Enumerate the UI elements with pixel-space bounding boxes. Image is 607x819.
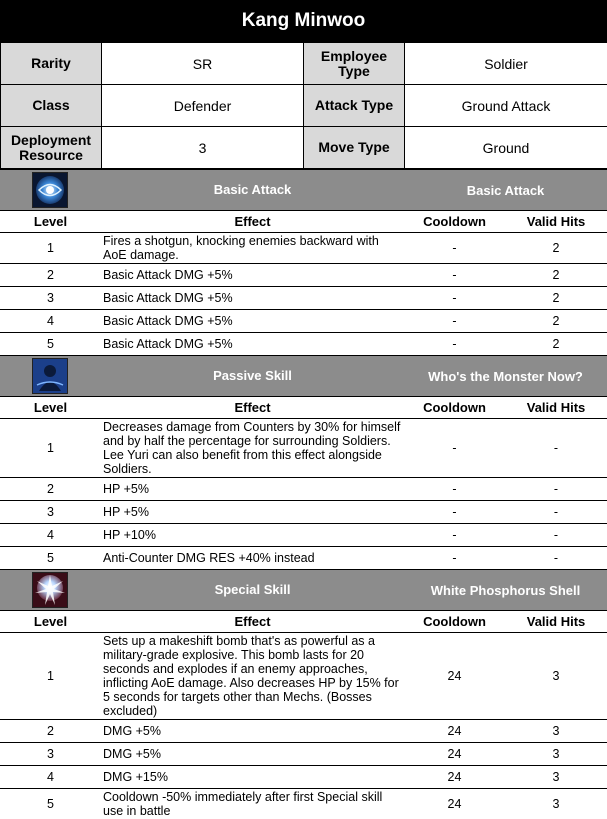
- level-cell: 4: [0, 310, 101, 333]
- valid-hits-cell: 2: [505, 287, 607, 310]
- valid-hits-column-header: Valid Hits: [505, 611, 607, 633]
- cooldown-column-header: Cooldown: [404, 611, 505, 633]
- skill-name: White Phosphorus Shell: [404, 570, 607, 611]
- attack-type-label: Attack Type: [304, 85, 405, 127]
- column-header-row: [0, 211, 607, 233]
- level-cell: 1: [47, 669, 54, 683]
- deployment-label: Deployment Resource: [1, 127, 102, 169]
- effect-column-header: Effect: [101, 211, 404, 233]
- table-row: [0, 789, 607, 819]
- valid-hits-cell: -: [505, 478, 607, 501]
- level-cell: 3: [0, 501, 101, 524]
- rarity-label: Rarity: [1, 43, 102, 85]
- skill-name: Basic Attack: [404, 170, 607, 211]
- deployment-value: 3: [102, 127, 304, 169]
- valid-hits-cell: 3: [505, 789, 607, 819]
- cooldown-cell: -: [404, 524, 505, 547]
- valid-hits-cell: 2: [505, 333, 607, 356]
- level-cell: 4: [0, 524, 101, 547]
- valid-hits-column-header: Valid Hits: [505, 397, 607, 419]
- table-row: [0, 547, 607, 570]
- cooldown-cell: 24: [404, 743, 505, 766]
- table-row: [0, 233, 607, 264]
- cooldown-cell: -: [404, 310, 505, 333]
- cooldown-cell: 24: [404, 789, 505, 819]
- basic-attack-header: [0, 170, 607, 211]
- effect-cell: HP +5%: [101, 501, 404, 524]
- level-cell: 4: [0, 766, 101, 789]
- cooldown-cell: -: [452, 441, 457, 455]
- skills-table: [0, 169, 607, 819]
- table-row: [0, 310, 607, 333]
- passive-skill-icon-cell: [0, 356, 101, 397]
- effect-cell: HP +10%: [101, 524, 404, 547]
- level-cell: 5: [0, 789, 101, 819]
- level-cell: 5: [0, 333, 101, 356]
- level-cell: 5: [0, 547, 101, 570]
- skill-name: Who's the Monster Now?: [404, 356, 607, 397]
- cooldown-cell: 24: [404, 720, 505, 743]
- level-column-header: Level: [0, 211, 101, 233]
- level-cell: 1: [47, 441, 54, 455]
- valid-hits-cell: -: [505, 501, 607, 524]
- valid-hits-cell: -: [505, 547, 607, 570]
- table-row: [0, 766, 607, 789]
- valid-hits-cell: 3: [505, 766, 607, 789]
- table-row: [0, 501, 607, 524]
- character-info-table: [0, 42, 607, 169]
- table-row: [0, 264, 607, 287]
- level-cell: 1: [47, 241, 54, 255]
- employee-type-value: Soldier: [405, 43, 607, 85]
- level-cell: 3: [0, 287, 101, 310]
- move-type-label: Move Type: [304, 127, 405, 169]
- effect-cell: DMG +5%: [101, 720, 404, 743]
- special-skill-header: [0, 570, 607, 611]
- move-type-value: Ground: [405, 127, 607, 169]
- effect-cell: HP +5%: [101, 478, 404, 501]
- effect-column-header: Effect: [101, 397, 404, 419]
- table-row: [0, 743, 607, 766]
- monster-silhouette-icon: [32, 358, 101, 394]
- table-row: [0, 419, 607, 478]
- skill-category: Basic Attack: [101, 170, 404, 211]
- class-value: Defender: [102, 85, 304, 127]
- rarity-value: SR: [102, 43, 304, 85]
- valid-hits-cell: -: [553, 441, 559, 455]
- cooldown-cell: 24: [447, 669, 462, 683]
- effect-cell: Basic Attack DMG +5%: [101, 287, 404, 310]
- valid-hits-column-header: Valid Hits: [505, 211, 607, 233]
- level-column-header: Level: [0, 611, 101, 633]
- valid-hits-cell: 3: [505, 720, 607, 743]
- info-row-deployment: [1, 127, 607, 169]
- passive-skill-header: [0, 356, 607, 397]
- cooldown-cell: -: [452, 241, 457, 255]
- column-header-row: [0, 611, 607, 633]
- attack-type-value: Ground Attack: [405, 85, 607, 127]
- level-cell: 2: [0, 264, 101, 287]
- cooldown-cell: 24: [404, 766, 505, 789]
- info-row-rarity: [1, 43, 607, 85]
- effect-cell: Anti-Counter DMG RES +40% instead: [101, 547, 404, 570]
- cooldown-cell: -: [404, 501, 505, 524]
- employee-type-label: Employee Type: [304, 43, 405, 85]
- column-header-row: [0, 397, 607, 419]
- level-column-header: Level: [0, 397, 101, 419]
- effect-cell: Basic Attack DMG +5%: [101, 264, 404, 287]
- info-row-class: [1, 85, 607, 127]
- shotgun-blast-icon: [32, 172, 101, 208]
- cooldown-cell: -: [404, 264, 505, 287]
- valid-hits-cell: 3: [552, 669, 560, 683]
- effect-column-header: Effect: [101, 611, 404, 633]
- table-row: [0, 333, 607, 356]
- table-row: [0, 633, 607, 720]
- special-skill-icon-cell: [0, 570, 101, 611]
- character-title: Kang Minwoo: [0, 0, 607, 42]
- effect-cell: DMG +5%: [101, 743, 404, 766]
- explosion-icon: [32, 572, 101, 608]
- effect-cell: Basic Attack DMG +5%: [101, 310, 404, 333]
- valid-hits-cell: 2: [505, 310, 607, 333]
- cooldown-cell: -: [404, 333, 505, 356]
- class-label: Class: [1, 85, 102, 127]
- cooldown-cell: -: [404, 287, 505, 310]
- table-row: [0, 478, 607, 501]
- basic-attack-icon-cell: [0, 170, 101, 211]
- cooldown-cell: -: [404, 478, 505, 501]
- valid-hits-cell: 2: [505, 264, 607, 287]
- effect-cell: Cooldown -50% immediately after first Special skill use in battle: [101, 789, 404, 819]
- level-cell: 2: [0, 478, 101, 501]
- cooldown-column-header: Cooldown: [404, 397, 505, 419]
- effect-cell: Fires a shotgun, knocking enemies backward with AoE damage.: [103, 234, 379, 262]
- valid-hits-cell: 2: [552, 241, 560, 255]
- effect-cell: Sets up a makeshift bomb that's as powerful as a military-grade explosive. This bomb lasts for 20 seconds and explodes if an enemy approaches, inflicting AoE damage. Also decreases HP by 15% for 5 seconds for targets other than Mechs. (Bosses excluded): [103, 634, 399, 718]
- valid-hits-cell: -: [505, 524, 607, 547]
- skill-category: Special Skill: [101, 570, 404, 611]
- effect-cell: Decreases damage from Counters by 30% for himself and by half the percentage for surrounding Soldiers. Lee Yuri can also benefit from this effect alongside Soldiers.: [103, 420, 401, 476]
- level-cell: 3: [0, 743, 101, 766]
- effect-cell: DMG +15%: [101, 766, 404, 789]
- table-row: [0, 524, 607, 547]
- valid-hits-cell: 3: [505, 743, 607, 766]
- level-cell: 2: [0, 720, 101, 743]
- skill-category: Passive Skill: [101, 356, 404, 397]
- effect-cell: Basic Attack DMG +5%: [101, 333, 404, 356]
- cooldown-cell: -: [404, 547, 505, 570]
- table-row: [0, 720, 607, 743]
- cooldown-column-header: Cooldown: [404, 211, 505, 233]
- table-row: [0, 287, 607, 310]
